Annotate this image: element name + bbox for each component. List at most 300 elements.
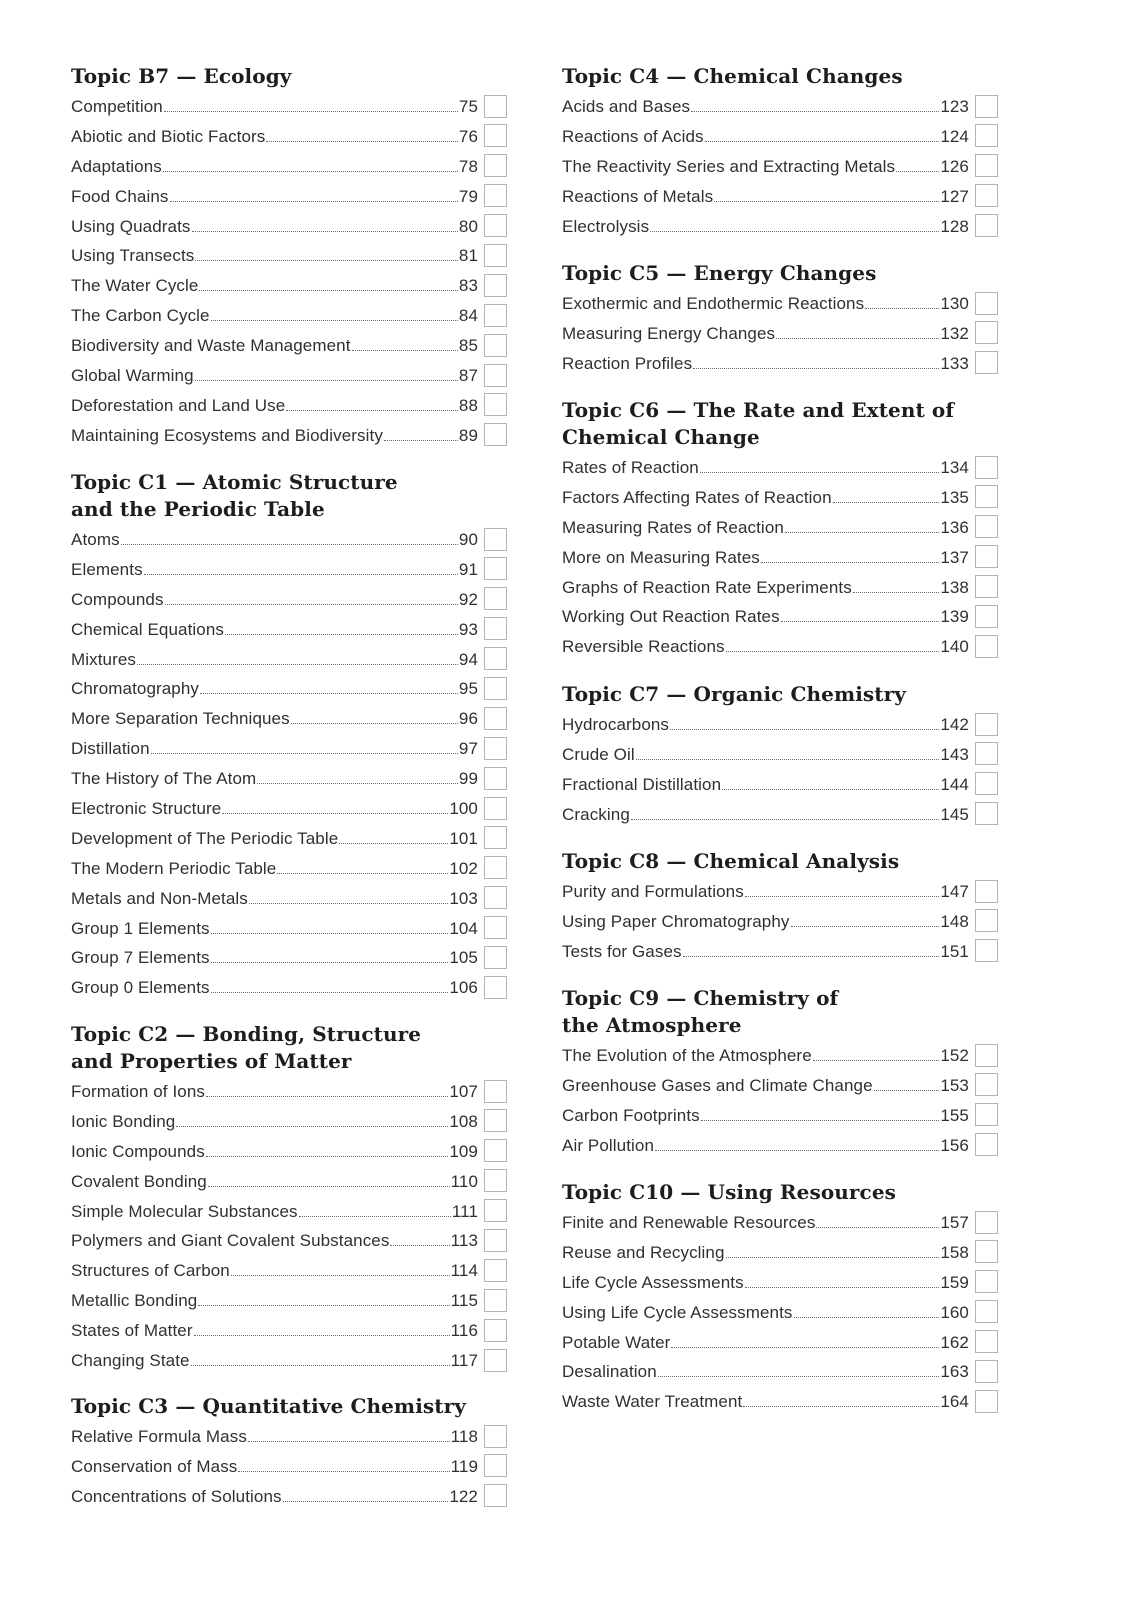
page-number: 87 xyxy=(458,365,478,385)
progress-checkbox[interactable] xyxy=(484,364,507,387)
entry-title: Structures of Carbon xyxy=(71,1261,230,1281)
dot-leader xyxy=(165,604,458,605)
progress-checkbox[interactable] xyxy=(484,1425,507,1448)
entry-title: The Water Cycle xyxy=(71,276,199,296)
dot-leader xyxy=(176,1126,448,1127)
topic-heading-line: Topic C5 — Energy Changes xyxy=(562,261,877,285)
toc-row-abiotic-and-biotic-factors xyxy=(71,122,511,152)
page-number: 101 xyxy=(449,828,478,848)
progress-checkbox[interactable] xyxy=(484,856,507,879)
progress-checkbox[interactable] xyxy=(484,304,507,327)
progress-checkbox[interactable] xyxy=(484,154,507,177)
dot-leader xyxy=(655,1150,939,1151)
entry-title: Graphs of Reaction Rate Experiments xyxy=(562,577,852,597)
toc-row-factors-affecting-rates-of-reaction xyxy=(562,483,1002,513)
page-number: 76 xyxy=(458,126,478,146)
progress-checkbox[interactable] xyxy=(975,515,998,538)
progress-checkbox[interactable] xyxy=(975,575,998,598)
toc-row-reactions-of-metals xyxy=(562,182,1002,212)
toc-row-working-out-reaction-rates xyxy=(562,602,1002,632)
progress-checkbox[interactable] xyxy=(975,456,998,479)
toc-row-electronic-structure xyxy=(71,794,511,824)
entry-title: Metallic Bonding xyxy=(71,1291,198,1311)
page-number: 127 xyxy=(940,186,969,206)
topic-section xyxy=(562,848,1002,967)
progress-checkbox[interactable] xyxy=(975,880,998,903)
toc-entry xyxy=(562,294,969,314)
dot-leader xyxy=(693,368,939,369)
page-number: 88 xyxy=(458,395,478,415)
progress-checkbox[interactable] xyxy=(484,946,507,969)
dot-leader xyxy=(745,896,940,897)
toc-entry xyxy=(71,1351,478,1371)
dot-leader xyxy=(291,723,458,724)
toc-row-group-0-elements xyxy=(71,973,511,1003)
entry-title: Atoms xyxy=(71,529,120,549)
progress-checkbox[interactable] xyxy=(484,393,507,416)
topic-heading-line: Topic C4 — Chemical Changes xyxy=(562,64,903,88)
entry-title: Biodiversity and Waste Management xyxy=(71,336,351,356)
dot-leader xyxy=(266,141,457,142)
toc-entry xyxy=(562,1076,969,1096)
dot-leader xyxy=(384,440,458,441)
toc-entry xyxy=(562,1136,969,1156)
dot-leader xyxy=(776,338,939,339)
toc-entry xyxy=(71,620,478,640)
progress-checkbox[interactable] xyxy=(484,916,507,939)
toc-row-air-pollution xyxy=(562,1131,1002,1161)
toc-row-atoms xyxy=(71,525,511,555)
toc-row-measuring-rates-of-reaction xyxy=(562,513,1002,543)
topic-section xyxy=(562,681,1002,830)
dot-leader xyxy=(198,1305,449,1306)
topic-heading-line: Topic B7 — Ecology xyxy=(71,64,292,88)
page-number: 83 xyxy=(458,276,478,296)
progress-checkbox[interactable] xyxy=(484,737,507,760)
page-number: 108 xyxy=(449,1111,478,1131)
progress-checkbox[interactable] xyxy=(484,528,507,551)
progress-checkbox[interactable] xyxy=(975,605,998,628)
page-number: 113 xyxy=(450,1231,478,1251)
dot-leader xyxy=(874,1090,940,1091)
progress-checkbox[interactable] xyxy=(484,767,507,790)
toc-entry xyxy=(562,942,969,962)
page-number: 117 xyxy=(450,1350,478,1370)
toc-row-the-water-cycle xyxy=(71,271,511,301)
toc-row-acids-and-bases xyxy=(562,92,1002,122)
progress-checkbox[interactable] xyxy=(484,1454,507,1477)
progress-checkbox[interactable] xyxy=(484,617,507,640)
dot-leader xyxy=(211,320,458,321)
progress-checkbox[interactable] xyxy=(975,1240,998,1263)
progress-checkbox[interactable] xyxy=(975,1133,998,1156)
progress-checkbox[interactable] xyxy=(975,1300,998,1323)
progress-checkbox[interactable] xyxy=(484,1169,507,1192)
page-number: 135 xyxy=(940,487,969,507)
page-number: 91 xyxy=(458,559,478,579)
progress-checkbox[interactable] xyxy=(975,1390,998,1413)
dot-leader xyxy=(277,873,448,874)
dot-leader xyxy=(206,1156,449,1157)
page-number: 134 xyxy=(940,457,969,477)
toc-entry xyxy=(71,246,478,266)
dot-leader xyxy=(743,1406,939,1407)
dot-leader xyxy=(701,1120,940,1121)
topic-section xyxy=(71,1393,511,1512)
entry-title: Conservation of Mass xyxy=(71,1456,238,1476)
toc-entry xyxy=(562,518,969,538)
toc-entry xyxy=(562,1303,969,1323)
entry-title: Using Transects xyxy=(71,246,195,266)
progress-checkbox[interactable] xyxy=(975,214,998,237)
toc-entry xyxy=(71,276,478,296)
toc-entry xyxy=(562,1213,969,1233)
dot-leader xyxy=(745,1287,940,1288)
toc-entry xyxy=(562,354,969,374)
progress-checkbox[interactable] xyxy=(975,1103,998,1126)
entry-title: Maintaining Ecosystems and Biodiversity xyxy=(71,425,383,445)
topic-heading-line: Topic C7 — Organic Chemistry xyxy=(562,682,906,706)
progress-checkbox[interactable] xyxy=(484,423,507,446)
progress-checkbox[interactable] xyxy=(975,939,998,962)
progress-checkbox[interactable] xyxy=(484,1229,507,1252)
progress-checkbox[interactable] xyxy=(484,1199,507,1222)
page-number: 94 xyxy=(458,649,478,669)
progress-checkbox[interactable] xyxy=(484,214,507,237)
toc-entry xyxy=(71,679,478,699)
progress-checkbox[interactable] xyxy=(975,1330,998,1353)
dot-leader xyxy=(211,992,449,993)
topic-heading xyxy=(562,848,1002,875)
dot-leader xyxy=(192,231,458,232)
progress-checkbox[interactable] xyxy=(484,1349,507,1372)
toc-row-cracking xyxy=(562,800,1002,830)
dot-leader xyxy=(714,201,939,202)
dot-leader xyxy=(121,544,458,545)
progress-checkbox[interactable] xyxy=(975,772,998,795)
dot-leader xyxy=(339,843,448,844)
toc-entry xyxy=(562,1333,969,1353)
progress-checkbox[interactable] xyxy=(484,1484,507,1507)
page-number: 75 xyxy=(458,96,478,116)
page-number: 124 xyxy=(940,126,969,146)
toc-row-exothermic-and-endothermic-reactions xyxy=(562,289,1002,319)
toc-entry xyxy=(71,1457,478,1477)
dot-leader xyxy=(195,260,458,261)
topic-heading-line: the Atmosphere xyxy=(562,1013,742,1037)
page-number: 152 xyxy=(940,1045,969,1065)
toc-row-using-life-cycle-assessments xyxy=(562,1298,1002,1328)
dot-leader xyxy=(705,141,940,142)
toc-entry xyxy=(71,1202,478,1222)
progress-checkbox[interactable] xyxy=(975,635,998,658)
progress-checkbox[interactable] xyxy=(975,351,998,374)
progress-checkbox[interactable] xyxy=(975,184,998,207)
toc-row-hydrocarbons xyxy=(562,710,1002,740)
progress-checkbox[interactable] xyxy=(975,713,998,736)
toc-row-ionic-bonding xyxy=(71,1107,511,1137)
progress-checkbox[interactable] xyxy=(484,274,507,297)
toc-entry xyxy=(71,1142,478,1162)
dot-leader xyxy=(238,1471,449,1472)
toc-entry xyxy=(71,1082,478,1102)
toc-row-the-modern-periodic-table xyxy=(71,854,511,884)
toc-row-using-quadrats xyxy=(71,212,511,242)
toc-row-crude-oil xyxy=(562,740,1002,770)
toc-entry xyxy=(562,97,969,117)
toc-entry xyxy=(71,366,478,386)
entry-title: Elements xyxy=(71,559,143,579)
progress-checkbox[interactable] xyxy=(484,647,507,670)
toc-row-tests-for-gases xyxy=(562,937,1002,967)
entry-title: Exothermic and Endothermic Reactions xyxy=(562,293,865,313)
toc-row-formation-of-ions xyxy=(71,1077,511,1107)
page-number: 156 xyxy=(940,1135,969,1155)
entry-title: Life Cycle Assessments xyxy=(562,1272,744,1292)
topic-heading xyxy=(562,397,1002,451)
progress-checkbox[interactable] xyxy=(975,292,998,315)
dot-leader xyxy=(195,380,458,381)
dot-leader xyxy=(671,1347,939,1348)
entry-title: More Separation Techniques xyxy=(71,709,290,729)
progress-checkbox[interactable] xyxy=(484,95,507,118)
toc-row-ionic-compounds xyxy=(71,1137,511,1167)
topic-heading xyxy=(562,681,1002,708)
toc-entry xyxy=(71,157,478,177)
entry-title: Group 7 Elements xyxy=(71,948,210,968)
toc-entry xyxy=(71,1112,478,1132)
entry-title: Crude Oil xyxy=(562,744,635,764)
page-number: 140 xyxy=(940,637,969,657)
toc-row-using-paper-chromatography xyxy=(562,907,1002,937)
entry-title: More on Measuring Rates xyxy=(562,547,760,567)
dot-leader xyxy=(650,231,939,232)
toc-entry xyxy=(71,396,478,416)
dot-leader xyxy=(206,1096,448,1097)
dot-leader xyxy=(164,111,458,112)
entry-title: Reaction Profiles xyxy=(562,353,693,373)
dot-leader xyxy=(761,562,939,563)
entry-title: Deforestation and Land Use xyxy=(71,395,286,415)
entry-title: Acids and Bases xyxy=(562,96,691,116)
toc-row-finite-and-renewable-resources xyxy=(562,1208,1002,1238)
entry-title: The History of The Atom xyxy=(71,769,257,789)
progress-checkbox[interactable] xyxy=(975,1073,998,1096)
dot-leader xyxy=(163,171,458,172)
progress-checkbox[interactable] xyxy=(975,154,998,177)
toc-row-deforestation-and-land-use xyxy=(71,391,511,421)
toc-entry xyxy=(71,530,478,550)
page-number: 110 xyxy=(450,1171,478,1191)
progress-checkbox[interactable] xyxy=(484,886,507,909)
progress-checkbox[interactable] xyxy=(484,1109,507,1132)
progress-checkbox[interactable] xyxy=(484,334,507,357)
progress-checkbox[interactable] xyxy=(975,124,998,147)
toc-entry xyxy=(71,739,478,759)
entry-title: Waste Water Treatment xyxy=(562,1392,743,1412)
entry-title: Reactions of Metals xyxy=(562,186,714,206)
toc-row-waste-water-treatment xyxy=(562,1387,1002,1417)
dot-leader xyxy=(853,592,940,593)
entry-title: Rates of Reaction xyxy=(562,457,699,477)
toc-row-reaction-profiles xyxy=(562,349,1002,379)
progress-checkbox[interactable] xyxy=(975,321,998,344)
toc-entry xyxy=(562,1106,969,1126)
page-number: 105 xyxy=(449,948,478,968)
progress-checkbox[interactable] xyxy=(484,587,507,610)
toc-entry xyxy=(71,426,478,446)
entry-title: Chromatography xyxy=(71,679,200,699)
entry-title: Food Chains xyxy=(71,186,169,206)
dot-leader xyxy=(781,621,940,622)
page-number: 147 xyxy=(940,881,969,901)
entry-title: Group 1 Elements xyxy=(71,918,210,938)
toc-entry xyxy=(562,458,969,478)
entry-title: Measuring Rates of Reaction xyxy=(562,517,784,537)
toc-row-carbon-footprints xyxy=(562,1101,1002,1131)
progress-checkbox[interactable] xyxy=(975,742,998,765)
page-number: 89 xyxy=(458,425,478,445)
entry-title: Changing State xyxy=(71,1350,190,1370)
toc-entry xyxy=(71,1427,478,1447)
toc-entry xyxy=(562,157,969,177)
page-number: 163 xyxy=(940,1362,969,1382)
page-number: 128 xyxy=(940,216,969,236)
topic-heading xyxy=(71,1021,511,1075)
page-number: 136 xyxy=(940,517,969,537)
toc-row-reversible-reactions xyxy=(562,632,1002,662)
progress-checkbox[interactable] xyxy=(484,1319,507,1342)
dot-leader xyxy=(813,1060,940,1061)
progress-checkbox[interactable] xyxy=(975,95,998,118)
entry-title: Group 0 Elements xyxy=(71,978,210,998)
toc-entry xyxy=(562,1243,969,1263)
topic-heading-line: Topic C2 — Bonding, Structure xyxy=(71,1022,422,1046)
page-number: 159 xyxy=(940,1272,969,1292)
entry-title: Using Quadrats xyxy=(71,216,191,236)
progress-checkbox[interactable] xyxy=(484,124,507,147)
toc-row-chemical-equations xyxy=(71,615,511,645)
progress-checkbox[interactable] xyxy=(484,826,507,849)
dot-leader xyxy=(700,472,939,473)
progress-checkbox[interactable] xyxy=(975,802,998,825)
toc-entry xyxy=(71,978,478,998)
topic-heading-line: and Properties of Matter xyxy=(71,1049,352,1073)
page-number: 115 xyxy=(450,1291,478,1311)
page-number: 155 xyxy=(940,1105,969,1125)
topic-section xyxy=(71,63,511,451)
toc-row-fractional-distillation xyxy=(562,770,1002,800)
toc-entry xyxy=(71,217,478,237)
progress-checkbox[interactable] xyxy=(975,1211,998,1234)
toc-entry xyxy=(562,1046,969,1066)
progress-checkbox[interactable] xyxy=(484,1289,507,1312)
entry-title: Finite and Renewable Resources xyxy=(562,1212,816,1232)
dot-leader xyxy=(352,350,458,351)
toc-entry xyxy=(71,829,478,849)
toc-row-global-warming xyxy=(71,361,511,391)
topic-heading xyxy=(562,260,1002,287)
entry-title: Concentrations of Solutions xyxy=(71,1486,282,1506)
toc-row-mixtures xyxy=(71,645,511,675)
toc-entry xyxy=(562,912,969,932)
topic-heading xyxy=(562,985,1002,1039)
toc-entry xyxy=(71,919,478,939)
progress-checkbox[interactable] xyxy=(975,1360,998,1383)
progress-checkbox[interactable] xyxy=(484,797,507,820)
page-number: 143 xyxy=(940,744,969,764)
page-number: 118 xyxy=(450,1426,478,1446)
progress-checkbox[interactable] xyxy=(484,976,507,999)
progress-checkbox[interactable] xyxy=(484,1080,507,1103)
toc-row-reactions-of-acids xyxy=(562,122,1002,152)
progress-checkbox[interactable] xyxy=(484,677,507,700)
entry-title: The Evolution of the Atmosphere xyxy=(562,1045,812,1065)
progress-checkbox[interactable] xyxy=(484,1259,507,1282)
toc-row-concentrations-of-solutions xyxy=(71,1482,511,1512)
progress-checkbox[interactable] xyxy=(975,909,998,932)
progress-checkbox[interactable] xyxy=(975,1044,998,1067)
toc-row-metals-and-non-metals xyxy=(71,884,511,914)
progress-checkbox[interactable] xyxy=(484,184,507,207)
topic-section xyxy=(562,1179,1002,1417)
page-number: 116 xyxy=(450,1321,478,1341)
page-number: 119 xyxy=(450,1456,478,1476)
toc-row-the-reactivity-series-and-extracting-metals xyxy=(562,152,1002,182)
dot-leader xyxy=(211,962,449,963)
toc-entry xyxy=(71,1321,478,1341)
progress-checkbox[interactable] xyxy=(975,545,998,568)
entry-title: The Carbon Cycle xyxy=(71,306,210,326)
entry-title: Measuring Energy Changes xyxy=(562,323,776,343)
page-number: 158 xyxy=(940,1242,969,1262)
toc-entry xyxy=(71,1261,478,1281)
toc-entry xyxy=(71,650,478,670)
entry-title: Ionic Compounds xyxy=(71,1141,205,1161)
progress-checkbox[interactable] xyxy=(484,1139,507,1162)
toc-row-using-transects xyxy=(71,241,511,271)
toc-entry xyxy=(71,889,478,909)
progress-checkbox[interactable] xyxy=(484,707,507,730)
toc-entry xyxy=(71,187,478,207)
entry-title: Reactions of Acids xyxy=(562,126,704,146)
entry-title: Potable Water xyxy=(562,1332,671,1352)
progress-checkbox[interactable] xyxy=(484,244,507,267)
toc-entry xyxy=(71,1172,478,1192)
page-number: 102 xyxy=(449,858,478,878)
toc-entry xyxy=(71,1291,478,1311)
toc-entry xyxy=(71,590,478,610)
entry-title: Distillation xyxy=(71,739,150,759)
toc-row-competition xyxy=(71,92,511,122)
toc-row-elements xyxy=(71,555,511,585)
progress-checkbox[interactable] xyxy=(975,485,998,508)
dot-leader xyxy=(658,1376,940,1377)
entry-title: Air Pollution xyxy=(562,1135,655,1155)
entry-title: Chemical Equations xyxy=(71,619,224,639)
dot-leader xyxy=(144,574,458,575)
toc-row-greenhouse-gases-and-climate-change xyxy=(562,1071,1002,1101)
toc-row-desalination xyxy=(562,1357,1002,1387)
toc-row-adaptations xyxy=(71,152,511,182)
page-number: 148 xyxy=(940,911,969,931)
toc-row-development-of-the-periodic-table xyxy=(71,824,511,854)
progress-checkbox[interactable] xyxy=(975,1270,998,1293)
dot-leader xyxy=(794,1317,940,1318)
page-number: 114 xyxy=(450,1261,478,1281)
page-number: 138 xyxy=(940,577,969,597)
progress-checkbox[interactable] xyxy=(484,557,507,580)
